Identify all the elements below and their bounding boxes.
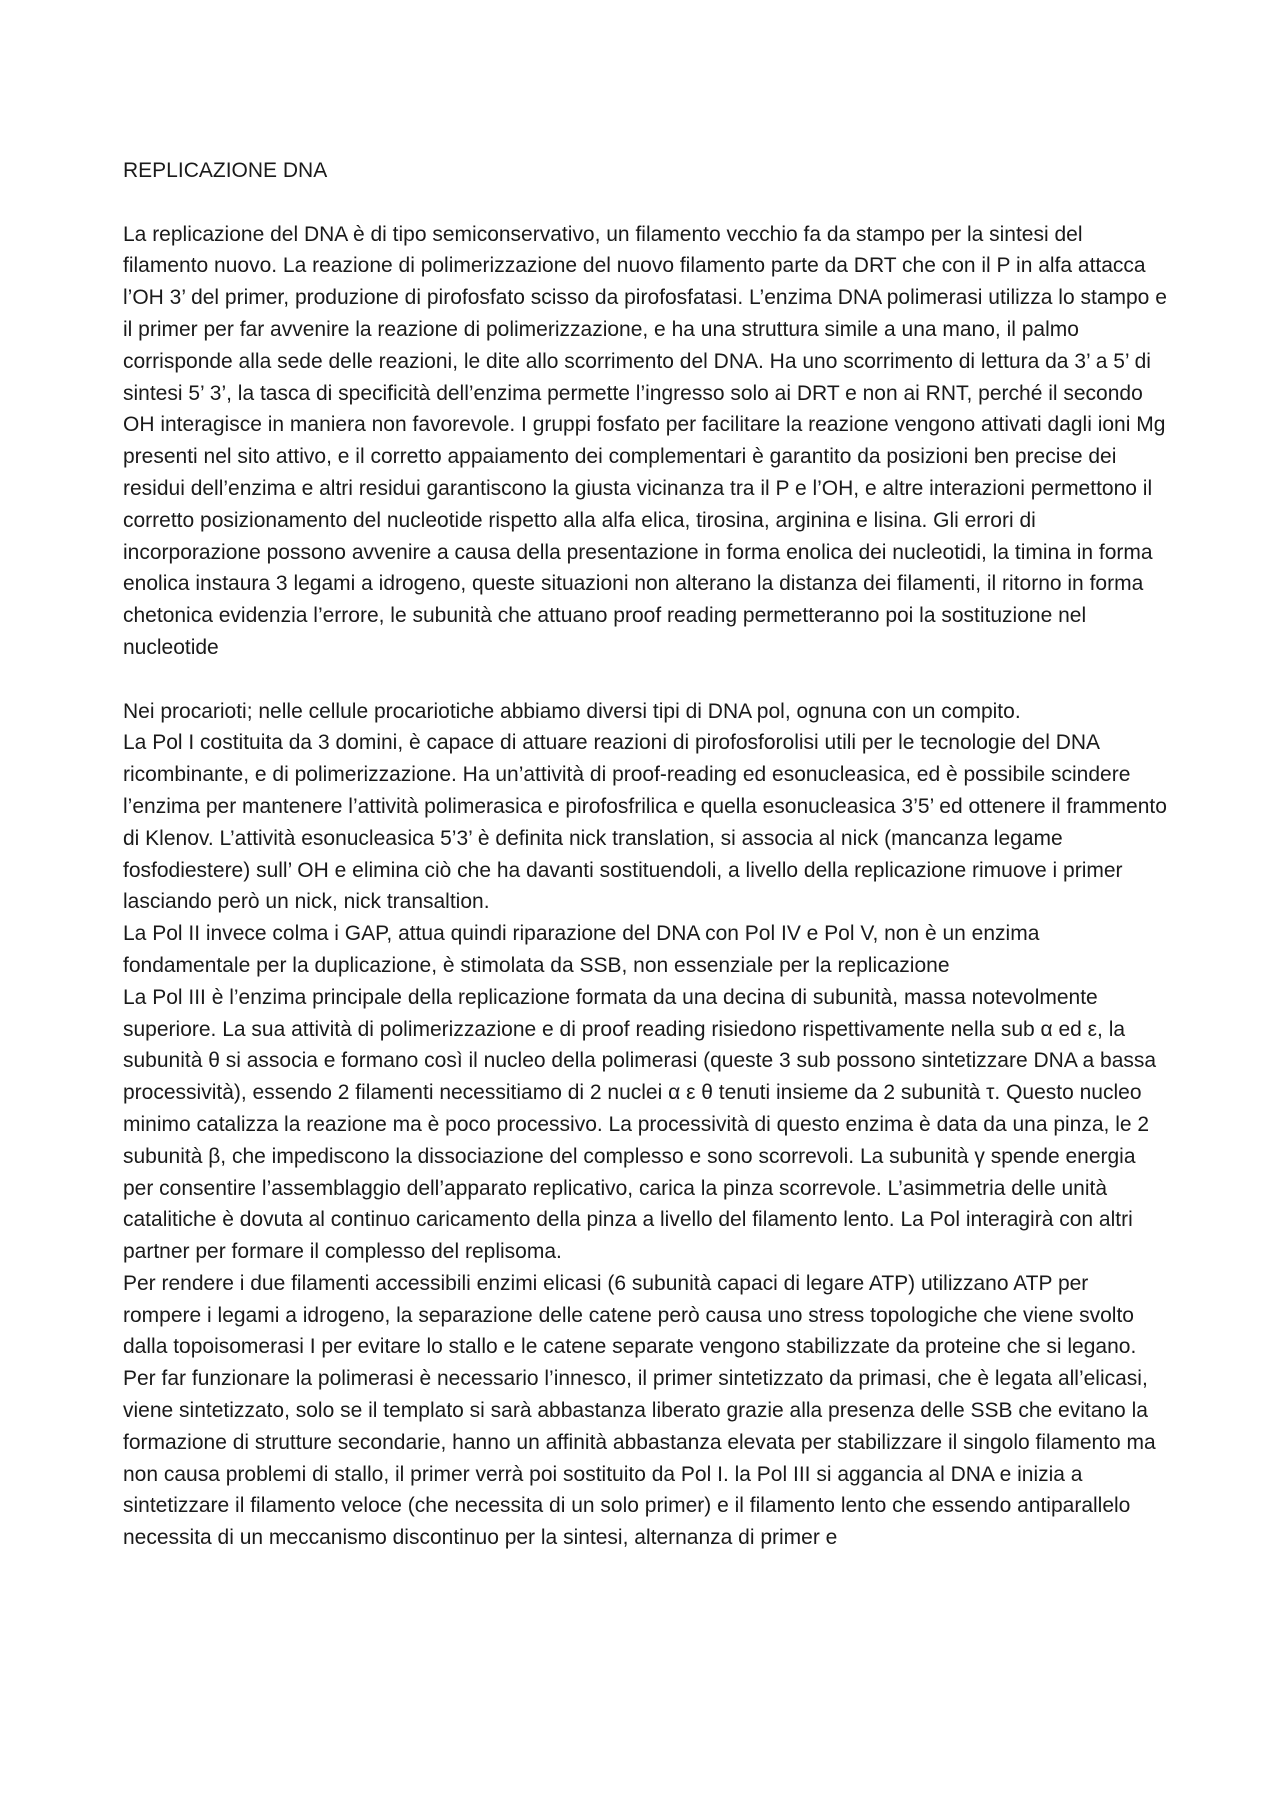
paragraph-helicase-primer: Per rendere i due filamenti accessibili enzimi elicasi (6 subunità capaci di legare ATP) utilizzano ATP per rompere i legami a idrogeno, la separazione delle catene però causa uno stress topologiche che viene svolto dalla topoisomerasi I per evitare lo stallo e le catene separate vengono stabilizzate da proteine che si legano. Per far funzionare la polimerasi è necessario l’innesco, il primer sintetizzato da primasi, che è legata all’elicasi, viene sintetizzato, solo se il templato si sarà abbastanza liberato grazie alla presenza delle SSB che evitano la formazione di strutture secondarie, hanno un affinità abbastanza elevata per stabilizzare il singolo filamento ma non causa problemi di stallo, il primer verrà poi sostituito da Pol I. la Pol III si aggancia al DNA e inizia a sintetizzare il filamento veloce (che necessita di un solo primer) e il filamento lento che essendo antiparallelo necessita di un meccanismo discontinuo per la sintesi, alternanza di primer e (123, 1271, 1156, 1550)
blank-line (123, 187, 1168, 219)
blank-line (123, 664, 1168, 696)
paragraph-pol-1: La Pol I costituita da 3 domini, è capace di attuare reazioni di pirofosforolisi utili per le tecnologie del DNA ricombinante, e di polimerizzazione. Ha un’attività di proof-reading ed esonucleasica, ed è possibile scindere l’enzima per mantenere l’attività polimerasica e pirofosfrilica e quella esonucleasica 3’5’ ed ottenere il frammento di Klenov. L’attività esonucleasica 5’3’ è definita nick translation, si associa al nick (mancanza legame fosfodiestere) sull’ OH e elimina ciò che ha davanti sostituendoli, a livello della replicazione rimuove i primer lasciando però un nick, nick transaltion. (123, 731, 1167, 914)
document-body (123, 155, 1168, 1554)
paragraph-replication-intro: La replicazione del DNA è di tipo semiconservativo, un filamento vecchio fa da stampo per la sintesi del filamento nuovo. La reazione di polimerizzazione del nuovo filamento parte da DRT che con il P in alfa attacca l’OH 3’ del primer, produzione di pirofosfato scisso da pirofosfatasi. L’enzima DNA polimerasi utilizza lo stampo e il primer per far avvenire la reazione di polimerizzazione, e ha una struttura simile a una mano, il palmo corrisponde alla sede delle reazioni, le dite allo scorrimento del DNA. Ha uno scorrimento di lettura da 3’ a 5’ di sintesi 5’ 3’, la tasca di specificità dell’enzima permette l’ingresso solo ai DRT e non ai RNT, perché il secondo OH interagisce in maniera non favorevole. I gruppi fosfato per facilitare la reazione vengono attivati dagli ioni Mg presenti nel sito attivo, e il corretto appaiamento dei complementari è garantito da posizioni ben precise dei residui dell’enzima e altri residui garantiscono la giusta vicinanza tra il P e l’OH, e altre interazioni permettono il corretto posizionamento del nucleotide rispetto alla alfa elica, tirosina, arginina e lisina. Gli errori di incorporazione possono avvenire a causa della presentazione in forma enolica dei nucleotidi, la timina in forma enolica instaura 3 legami a idrogeno, queste situazioni non alterano la distanza dei filamenti, il ritorno in forma chetonica evidenzia l’errore, le subunità che attuano proof reading permetteranno poi la sostituzione nel nucleotide (123, 222, 1167, 659)
paragraph-pol-2: La Pol II invece colma i GAP, attua quindi riparazione del DNA con Pol IV e Pol V, non è un enzima fondamentale per la duplicazione, è stimolata da SSB, non essenziale per la replicazione (123, 922, 1040, 977)
paragraph-prokaryotes: Nei procarioti; nelle cellule procariotiche abbiamo diversi tipi di DNA pol, ognuna con un compito. (123, 699, 1021, 723)
paragraph-pol-3: La Pol III è l’enzima principale della replicazione formata da una decina di subunità, massa notevolmente superiore. La sua attività di polimerizzazione e di proof reading risiedono rispettivamente nella sub α ed ε, la subunità θ si associa e formano così il nucleo della polimerasi (queste 3 sub possono sintetizzare DNA a bassa processività), essendo 2 filamenti necessitiamo di 2 nuclei α ε θ tenuti insieme da 2 subunità τ. Questo nucleo minimo catalizza la reazione ma è poco processivo. La processività di questo enzima è data da una pinza, le 2 subunità β, che impediscono la dissociazione del complesso e sono scorrevoli. La subunità γ spende energia per consentire l’assemblaggio dell’apparato replicativo, carica la pinza scorrevole. L’asimmetria delle unità catalitiche è dovuta al continuo caricamento della pinza a livello del filamento lento. La Pol interagirà con altri partner per formare il complesso del replisoma. (123, 985, 1157, 1264)
document-title: REPLICAZIONE DNA (123, 159, 328, 182)
